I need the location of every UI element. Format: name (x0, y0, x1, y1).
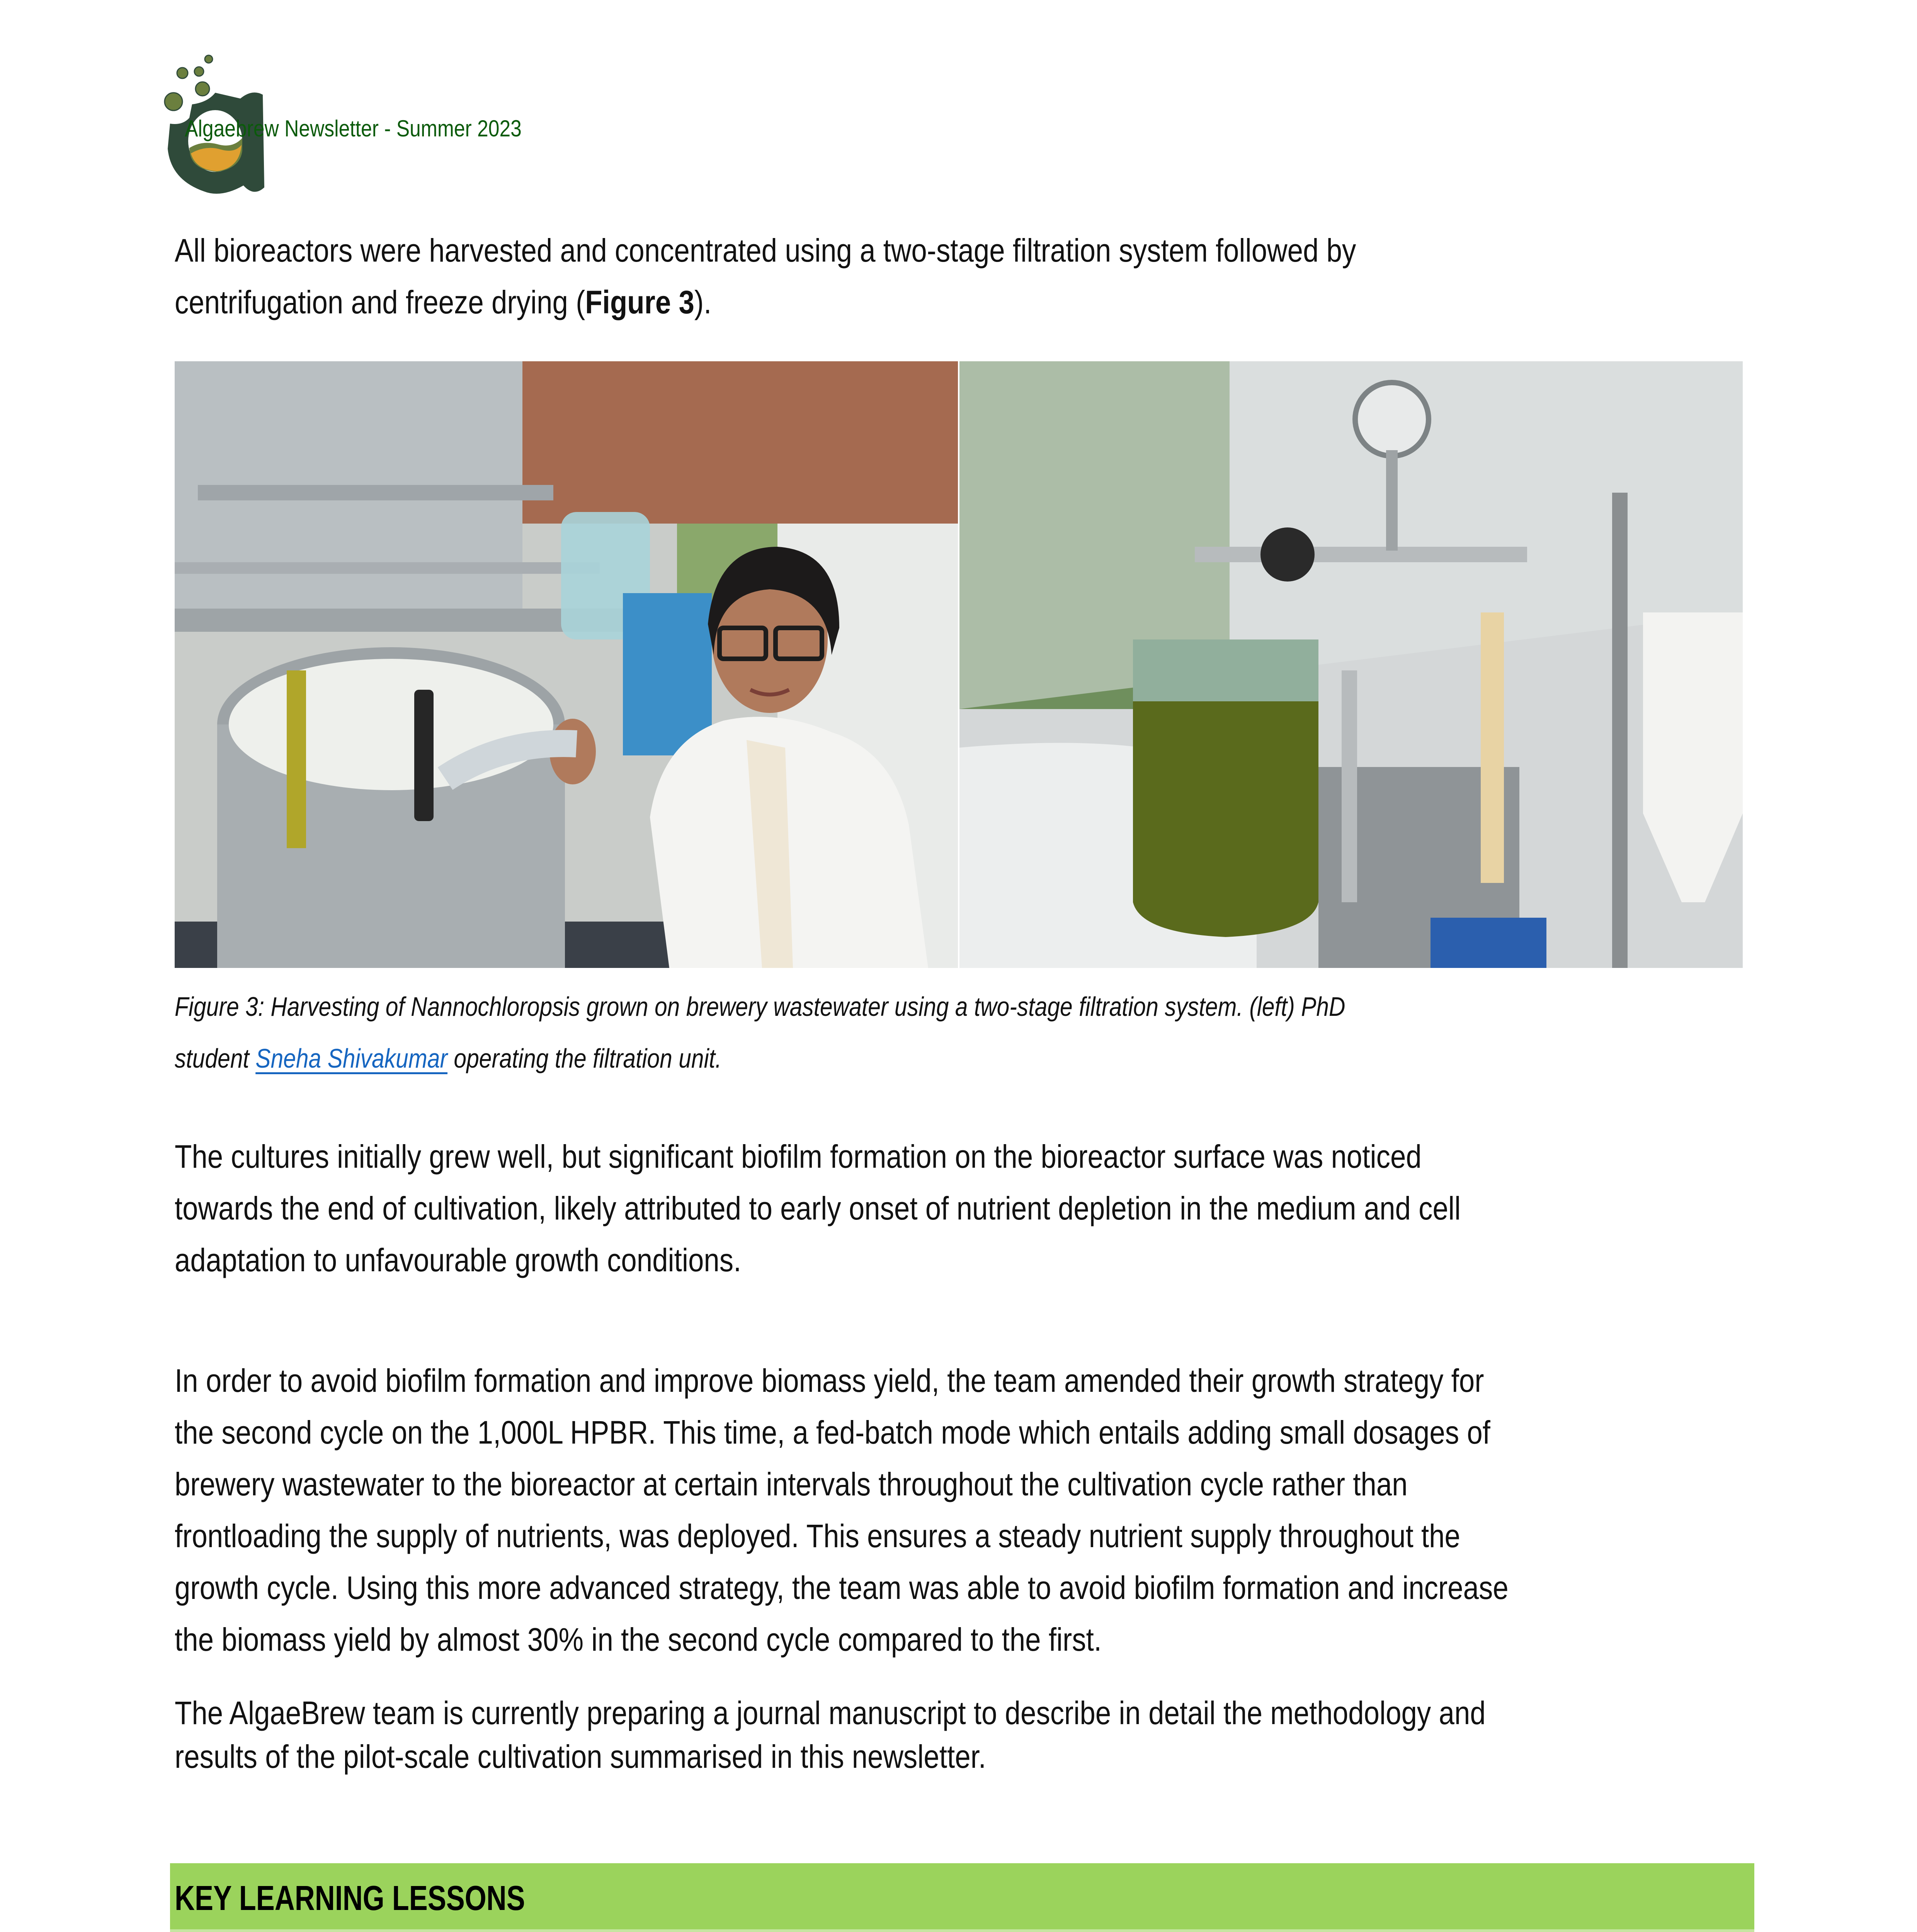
paragraph-line: frontloading the supply of nutrients, was deployed. This ensures a steady nutrient supply throughout the (175, 1518, 1460, 1554)
intro-text: centrifugation and freeze drying ( (175, 284, 585, 320)
lessons-header-bar (170, 1863, 1754, 1929)
paragraph-line: results of the pilot-scale cultivation summarised in this newsletter. (175, 1738, 986, 1775)
left-photo-filtration-unit (175, 361, 958, 968)
paragraph-line: the second cycle on the 1,000L HPBR. This time, a fed-batch mode which entails adding small dosages of (175, 1414, 1490, 1451)
right-photo-bioreactor (959, 361, 1743, 968)
figure-reference: Figure 3 (585, 284, 694, 320)
paragraph-line: adaptation to unfavourable growth conditions. (175, 1242, 742, 1278)
caption-line: Figure 3: Harvesting of Nannochloropsis grown on brewery wastewater using a two-stage filtration system. (left) PhD (175, 992, 1345, 1022)
intro-tail: ). (694, 284, 712, 320)
student-name-link[interactable]: Sneha Shivakumar (255, 1043, 448, 1073)
newsletter-header-title: Algaebrew Newsletter - Summer 2023 (185, 116, 522, 141)
paragraph-line: the biomass yield by almost 30% in the second cycle compared to the first. (175, 1621, 1102, 1658)
paragraph-line: The AlgaeBrew team is currently preparing a journal manuscript to describe in detail the methodology and (175, 1695, 1486, 1731)
intro-line (175, 284, 711, 321)
paragraph-line: growth cycle. Using this more advanced strategy, the team was able to avoid biofilm formation and increase (175, 1570, 1509, 1606)
paragraph-line: towards the end of cultivation, likely attributed to early onset of nutrient depletion in the medium and cell (175, 1190, 1461, 1226)
paragraph-line: brewery wastewater to the bioreactor at certain intervals throughout the cultivation cycle rather than (175, 1466, 1408, 1502)
caption-text: operating the filtration unit. (447, 1043, 722, 1073)
intro-line: All bioreactors were harvested and concentrated using a two-stage filtration system followed by (175, 232, 1356, 269)
lessons-title: KEY LEARNING LESSONS (175, 1879, 525, 1918)
figure-3-photos (175, 361, 1743, 968)
caption-line (175, 1043, 721, 1074)
paragraph-line: In order to avoid biofilm formation and improve biomass yield, the team amended their growth strategy for (175, 1362, 1484, 1399)
caption-text: student (175, 1043, 256, 1073)
key-learning-lessons-box (170, 1863, 1754, 1932)
paragraph-line: The cultures initially grew well, but significant biofilm formation on the bioreactor surface was noticed (175, 1138, 1422, 1175)
